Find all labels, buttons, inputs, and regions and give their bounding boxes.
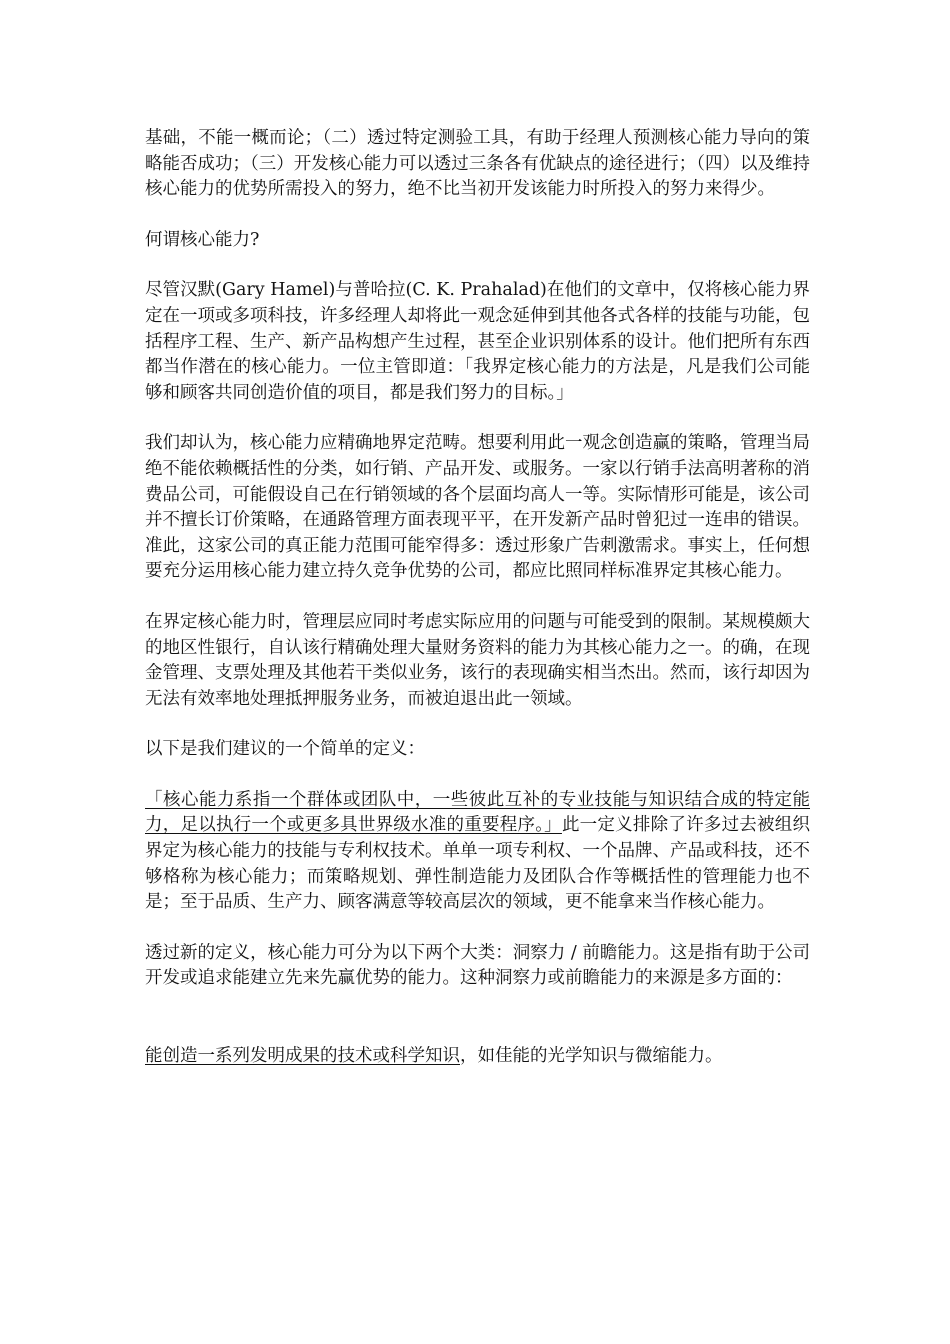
- definition-quote: 「核心能力系指一个群体或团队中，一些彼此互补的专业技能与知识结合成的特定能力，足以执行一个或更多具世界级水准的重要程序。」: [145, 789, 810, 836]
- paragraph-bank-example: 在界定核心能力时，管理层应同时考虑实际应用的问题与可能受到的限制。某规模颇大的地区性银行，自认该行精确处理大量财务资料的能力为其核心能力之一。的确，在现金管理、支票处理及其他若干类似业务，该行的表现确实相当杰出。然而，该行却因为无法有效率地处理抵押服务业务，而被迫退出此一领域。: [145, 611, 810, 709]
- document-page: [145, 126, 810, 1070]
- example-item-rest: ，如佳能的光学知识与微缩能力。: [460, 1046, 723, 1067]
- paragraph-example-item: [145, 1044, 810, 1070]
- paragraph-precise-definition: 我们却认为，核心能力应精确地界定范畴。想要利用此一观念创造赢的策略，管理当局绝不能依赖概括性的分类，如行销、产品开发、或服务。一家以行销手法高明著称的消费品公司，可能假设自己在行销领域的各个层面均高人一等。实际情形可能是，该公司并不擅长订价策略，在通路管理方面表现平平，在开发新产品时曾犯过一连串的错误。准此，这家公司的真正能力范围可能窄得多：透过形象广告刺激需求。事实上，任何想要充分运用核心能力建立持久竞争优势的公司，都应比照同样标准界定其核心能力。: [145, 433, 810, 582]
- paragraph-definition: [145, 788, 810, 916]
- paragraph-hamel-prahalad: 尽管汉默(Gary Hamel)与普哈拉(C. K. Prahalad)在他们的文章中，仅将核心能力界定在一项或多项科技，许多经理人却将此一观念延伸到其他各式各样的技能与功能，包括程序工程、生产、新产品构想产生过程，甚至企业识别体系的设计。他们把所有东西都当作潜在的核心能力。一位主管即道：「我界定核心能力的方法是，凡是我们公司能够和顾客共同创造价值的项目，都是我们努力的目标。」: [145, 280, 810, 403]
- section-heading: 何谓核心能力?: [145, 229, 260, 250]
- example-item-underlined: 能创造一系列发明成果的技术或科学知识: [145, 1046, 460, 1067]
- paragraph-definition-intro: 以下是我们建议的一个简单的定义：: [145, 739, 425, 760]
- paragraph-categories: 透过新的定义，核心能力可分为以下两个大类：洞察力 / 前瞻能力。这是指有助于公司开发或追求能建立先来先赢优势的能力。这种洞察力或前瞻能力的来源是多方面的：: [145, 942, 810, 989]
- intro-paragraph: 基础，不能一概而论；（二）透过特定测验工具，有助于经理人预测核心能力导向的策略能否成功；（三）开发核心能力可以透过三条各有优缺点的途径进行；（四）以及维持核心能力的优势所需投入的努力，绝不比当初开发该能力时所投入的努力来得少。: [145, 128, 810, 200]
- definition-explanation: 此一定义排除了许多过去被组织界定为核心能力的技能与专利权技术。单单一项专利权、一个品牌、产品或科技，还不够格称为核心能力；而策略规划、弹性制造能力及团队合作等概括性的管理能力也不是；至于品质、生产力、顾客满意等较高层次的领域，更不能拿来当作核心能力。: [145, 815, 811, 913]
